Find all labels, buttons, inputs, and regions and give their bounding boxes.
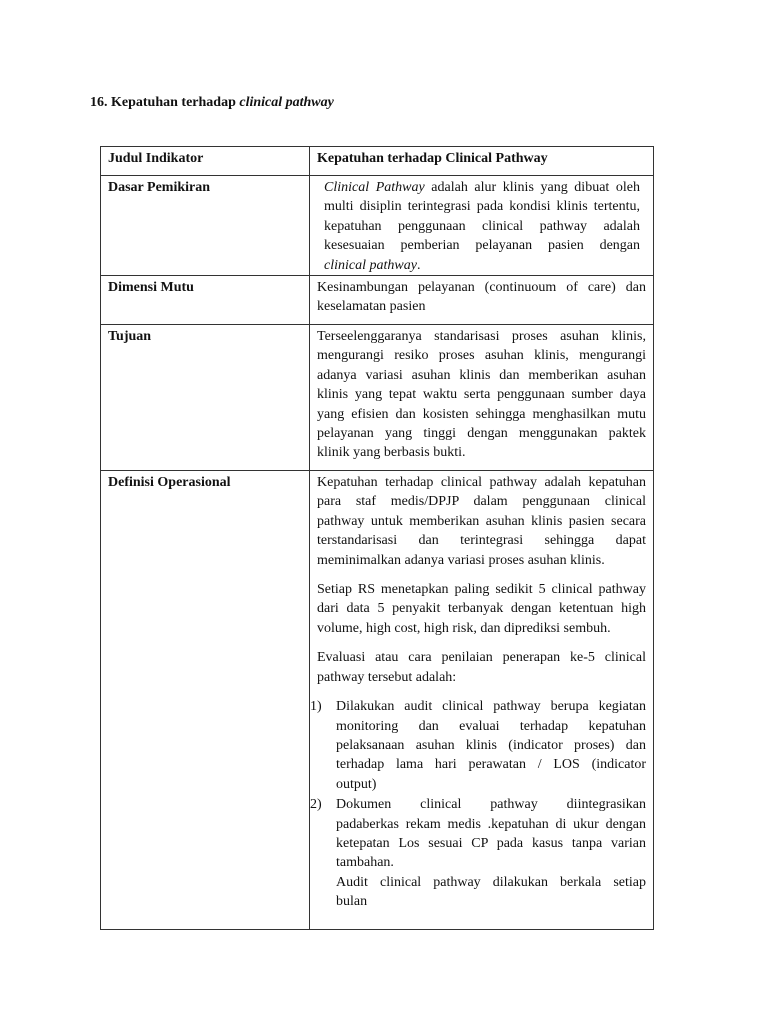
indicator-table bbox=[100, 146, 654, 930]
list-item-2 bbox=[310, 795, 646, 911]
list-item-1-number: 1) bbox=[310, 699, 322, 715]
dasar-line-1-italic: Clinical Pathway bbox=[324, 180, 425, 195]
dasar-line-5 bbox=[324, 256, 640, 275]
paragraph-gap bbox=[317, 570, 646, 580]
heading-number: 16. bbox=[90, 95, 108, 110]
item2-line-2: padaberkas rekam medis .kepatuhan di ukur dengan bbox=[336, 816, 646, 832]
item1-line-3: pelaksanaan asuhan klinis (indicator proses) dan bbox=[336, 737, 646, 753]
tujuan-line-4: klinis yang tepat waktu serta penggunaan sumber daya bbox=[317, 387, 646, 403]
dimensi-line-2: keselamatan pasien bbox=[317, 299, 426, 315]
dasar-label: Dasar Pemikiran bbox=[101, 176, 310, 276]
tujuan-line-7: klinik yang berbasis bukti. bbox=[317, 445, 466, 461]
table-row-definisi bbox=[101, 471, 654, 930]
table-row-header bbox=[101, 147, 654, 176]
col1-header: Judul Indikator bbox=[101, 147, 310, 176]
dasar-value bbox=[310, 176, 654, 276]
definisi-paragraph-2 bbox=[317, 580, 646, 638]
definisi-paragraph-3 bbox=[317, 648, 646, 687]
definisi-p3-line-2: pathway tersebut adalah: bbox=[317, 669, 457, 685]
tujuan-value bbox=[310, 325, 654, 471]
definisi-p3-line-1: Evaluasi atau cara penilaian penerapan ke-5 clinical bbox=[317, 650, 646, 666]
heading-italic: clinical pathway bbox=[239, 95, 334, 110]
table-row-dasar bbox=[101, 176, 654, 276]
dasar-line-1-rest: adalah alur klinis yang dibuat oleh bbox=[431, 180, 640, 195]
list-item-1 bbox=[310, 697, 646, 794]
definisi-paragraph-1 bbox=[317, 473, 646, 570]
item2-line-3: ketepatan Los sesuai CP pada kasus tanpa varian bbox=[336, 835, 646, 851]
dimensi-value bbox=[310, 276, 654, 325]
item2-line-4: tambahan. bbox=[336, 855, 394, 871]
definisi-p2-line-3: volume, high cost, high risk, dan diprediksi sembuh. bbox=[317, 620, 611, 636]
item1-line-1: Dilakukan audit clinical pathway berupa kegiatan bbox=[336, 699, 646, 715]
dasar-line-5-rest: . bbox=[416, 257, 421, 273]
dimensi-label: Dimensi Mutu bbox=[101, 276, 310, 325]
definisi-value bbox=[310, 471, 654, 930]
item2-line-6: bulan bbox=[336, 894, 368, 910]
definisi-p1-line-3: pathway untuk memberikan asuhan klinis pasien secara bbox=[317, 513, 646, 529]
dimensi-line-1: Kesinambungan pelayanan (continuoum of care) dan bbox=[317, 280, 646, 296]
definisi-p1-line-2: para staf medis/DPJP dalam penggunaan clinical bbox=[317, 494, 646, 510]
item2-line-1: Dokumen clinical pathway diintegrasikan bbox=[336, 797, 646, 813]
table-row-tujuan bbox=[101, 325, 654, 471]
item2-line-5: Audit clinical pathway dilakukan berkala setiap bbox=[336, 874, 646, 890]
tujuan-label: Tujuan bbox=[101, 325, 310, 471]
definisi-p1-line-4: terstandarisasi dan terintegrasi sehingga dapat bbox=[317, 533, 646, 549]
dasar-line-3: kepatuhan penggunaan clinical pathway adalah bbox=[324, 218, 640, 234]
section-heading bbox=[90, 94, 334, 112]
definisi-p1-line-5: meminimalkan adanya variasi proses asuhan klinis. bbox=[317, 552, 605, 568]
tujuan-line-6: pelayanan yang tinggi dengan menggunakan paktek bbox=[317, 426, 646, 442]
item1-line-2: monitoring dan evaluai terhadap kepatuhan bbox=[336, 718, 646, 734]
table-row-dimensi bbox=[101, 276, 654, 325]
item1-line-4: terhadap lama hari perawatan / LOS (indicator bbox=[336, 757, 646, 773]
tujuan-line-3: adanya variasi asuhan klinis dan memberikan asuhan bbox=[317, 367, 646, 383]
col2-header: Kepatuhan terhadap Clinical Pathway bbox=[310, 147, 654, 176]
dasar-line-5-italic: clinical pathway bbox=[324, 257, 417, 273]
definisi-label: Definisi Operasional bbox=[101, 471, 310, 930]
definisi-p2-line-1: Setiap RS menetapkan paling sedikit 5 clinical pathway bbox=[317, 582, 646, 598]
tujuan-line-5: yang efisien dan kosisten sehingga menghasilkan mutu bbox=[317, 406, 646, 422]
heading-text: Kepatuhan terhadap bbox=[111, 95, 236, 110]
dasar-line-4: kesesuaian pemberian pelayanan pasien dengan bbox=[324, 238, 640, 254]
dasar-line-2: multi disiplin terintegrasi pada kondisi klinis tertentu, bbox=[324, 199, 640, 215]
paragraph-gap bbox=[317, 687, 646, 697]
list-item-2-number: 2) bbox=[310, 797, 322, 813]
definisi-p1-line-1: Kepatuhan terhadap clinical pathway adalah kepatuhan bbox=[317, 475, 646, 491]
tujuan-line-2: mengurangi resiko proses asuhan klinis, mengurangi bbox=[317, 348, 646, 364]
dasar-line-1 bbox=[324, 178, 640, 197]
definisi-p2-line-2: dari data 5 penyakit terbanyak dengan ketentuan high bbox=[317, 601, 646, 617]
tujuan-line-1: Terseelenggaranya standarisasi proses asuhan klinis, bbox=[317, 329, 646, 345]
item1-line-5: output) bbox=[336, 776, 377, 792]
paragraph-gap bbox=[317, 638, 646, 648]
